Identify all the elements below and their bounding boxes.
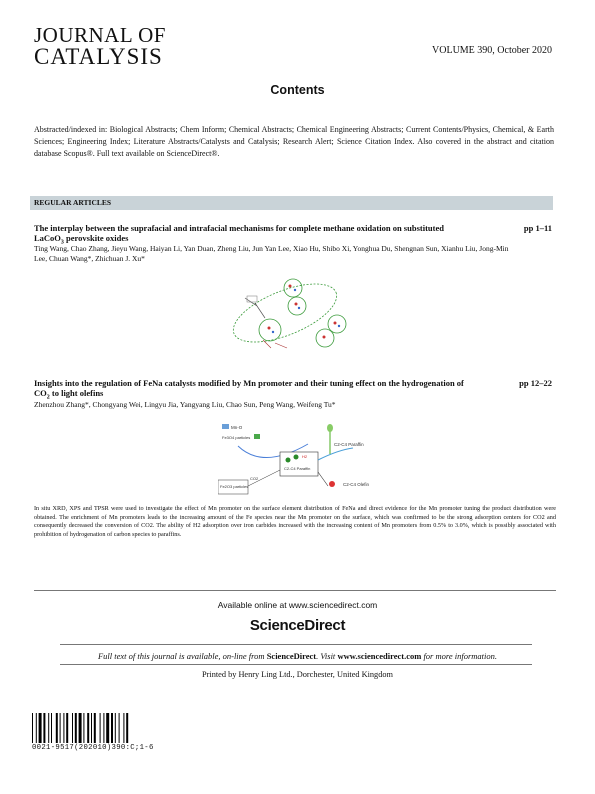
section-header (30, 196, 553, 210)
article-1-graphical-abstract (225, 268, 355, 360)
footer-divider (34, 590, 556, 591)
fe3o4-legend-swatch (254, 434, 260, 439)
olefin-label: C2-C4 Olefin (343, 482, 370, 487)
article-1-title-formula: LaCoO (34, 233, 61, 243)
article-2-abstract: In situ XRD, XPS and TPSR were used to investigate the effect of Mn promoter on the surface element distribution of FeNa and direct evidence for the Mn promoter tuning the product distribution were obtained. The enrichment of Mn promoters leads to the increasing amount of the Fe species near the Mn promoter on the surface, which was confirmed to be the strong adsorption centers for CO2 and consequently decreased the conversion of CO2. The ability of H2 adsorption over iron carbides increased with the increasing content of Mn promoters from 0.5% to 3.0%, which is possibly associated with prohibition of hydrogenation of carbon species to paraffins. (34, 505, 556, 539)
barcode-bar (75, 713, 77, 743)
barcode-bar (111, 713, 113, 743)
fulltext-part-c: . Visit (316, 651, 338, 661)
barcode-bar (126, 713, 128, 743)
indexing-statement: Abstracted/indexed in: Biological Abstracts; Chem Inform; Chemical Abstracts; Chemical Engineering Abstracts; Current Contents/Physics, Chemical, & Earth Sciences; Engineering Index; Literature Abstracts/Catalysts and Catalysis; Research Alert; Science Citation Index. Also covered in the abstract and citation database Scopus®. Full text available on ScienceDirect®. (34, 125, 554, 158)
article-1-title-subscript: 3 (60, 239, 64, 246)
journal-title-line1: JOURNAL OF (34, 23, 166, 47)
article-1-title-end: perovskite oxides (63, 233, 129, 243)
mn-legend-label: Mn-O (231, 425, 243, 430)
catalyst-box (280, 452, 318, 476)
barcode-bar (60, 713, 61, 743)
journal-title (34, 24, 166, 68)
article-1-title-part: The interplay between the suprafacial and intrafacial mechanisms for complete methane oxidation on substituted (34, 223, 444, 233)
barcode-bar (39, 713, 42, 743)
fulltext-url-link[interactable]: www.sciencedirect.com (337, 651, 422, 661)
article-2-pages: pp 12–22 (519, 378, 552, 388)
mn-legend-swatch (222, 424, 229, 429)
fe2o3-label: C2-C4 Paraffin (284, 466, 311, 471)
barcode-bar (100, 713, 101, 743)
footer-divider-2 (60, 644, 532, 645)
contents-heading: Contents (270, 83, 325, 97)
fulltext-part-a: Full text of this journal is available, on-line from (97, 651, 267, 661)
fe3o4-legend-label: Fe3O4 particles (222, 435, 251, 440)
barcode-bar (119, 713, 120, 743)
journal-title-line2: CATALYSIS (34, 44, 163, 69)
article-2-authors: Zhenzhou Zhang*, Chongyang Wei, Lingyu Jia, Yangyang Liu, Chao Sun, Peng Wang, Weifeng Tu* (34, 400, 336, 409)
section-label: REGULAR ARTICLES (34, 198, 112, 207)
barcode-bar (43, 713, 45, 743)
fulltext-sciencedirect: ScienceDirect (266, 651, 317, 661)
barcode-bar (123, 713, 124, 743)
barcode-bar (32, 713, 33, 743)
barcode-bar (48, 713, 49, 743)
printer-info: Printed by Henry Ling Ltd., Dorchester, United Kingdom (202, 670, 393, 679)
fulltext-part-e: for more information. (421, 651, 498, 661)
barcode-bar (51, 713, 52, 743)
barcode-bar (106, 713, 109, 743)
barcode-bar (63, 713, 64, 743)
article-2-title[interactable] (34, 378, 484, 403)
volume-info: VOLUME 390, October 2020 (432, 45, 552, 56)
barcode-bar (87, 713, 89, 743)
barcode-bar (83, 713, 84, 743)
article-2-title-formula: CO (34, 388, 47, 398)
article-2-title-end: to light olefins (49, 388, 104, 398)
plant-icon (327, 424, 333, 432)
article-1-authors: Ting Wang, Chao Zhang, Jieyu Wang, Haiyan Li, Yan Duan, Zheng Liu, Jun Yan Lee, Xiao Hu, Shibo Xi, Yonghua Du, Shengnan Sun, Xianhu Liu, Jong-Min Lee, Chuan Wang*, Zhichuan J. Xu* (34, 244, 509, 263)
article-2-title-part: Insights into the regulation of FeNa catalysts modified by Mn promoter and their tuning effect on the hydrogenation of (34, 378, 464, 388)
barcode-bar (56, 713, 58, 743)
paraffin-label: C2-C4 Paraffin (334, 442, 364, 447)
barcode (32, 713, 150, 743)
footer-divider-3 (60, 664, 532, 665)
fe3o4-particles-label: Fe2O3 particles (220, 484, 249, 489)
barcode-bar (66, 713, 68, 743)
fulltext-notice (0, 651, 595, 661)
sciencedirect-logo: ScienceDirect (249, 617, 346, 634)
barcode-bar (91, 713, 92, 743)
article-2-title-subscript: 2 (46, 394, 50, 401)
barcode-bar (94, 713, 96, 743)
article-1-pages: pp 1–11 (523, 223, 552, 233)
h2-label: H2 (302, 454, 308, 459)
stop-icon (329, 481, 335, 487)
barcode-bar (115, 713, 116, 743)
barcode-bar (72, 713, 73, 743)
barcode-number: 0021-9517(202010)390:C;1-6 (32, 744, 154, 752)
available-online: Available online at www.sciencedirect.com (217, 600, 378, 610)
barcode-bar (79, 713, 82, 743)
barcode-bar (36, 713, 37, 743)
article-2-graphical-abstract (218, 420, 378, 498)
barcode-bar (103, 713, 104, 743)
co2-label: CO2 (250, 476, 259, 481)
